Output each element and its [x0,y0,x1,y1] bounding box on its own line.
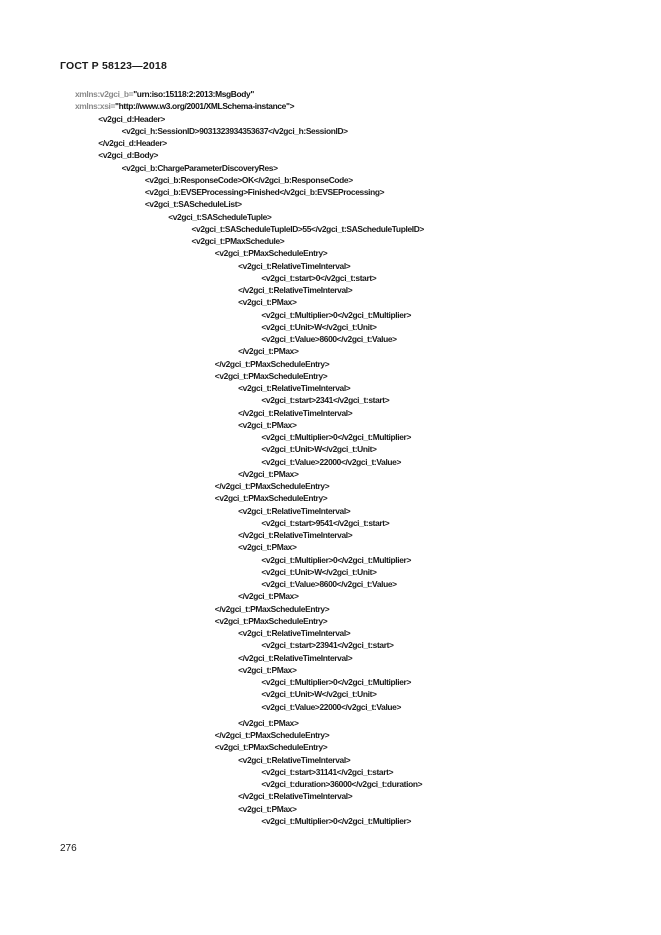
code-line: </v2gci_t:PMax> [238,468,299,479]
code-line: <v2gci_t:Multiplier>0</v2gci_t:Multiplier> [261,432,411,442]
namespace-line [75,101,294,112]
page-number: 276 [60,843,77,854]
code-line: <v2gci_t:SAScheduleTupleID>55</v2gci_t:SAScheduleTupleID> [191,223,424,234]
code-line: <v2gci_t:Unit>W</v2gci_t:Unit> [261,444,377,455]
code-line: <v2gci_t:RelativeTimeInterval> [238,628,351,638]
code-line: <v2gci_t:SAScheduleTuple> [168,211,272,222]
code-line: <v2gci_t:PMax> [238,664,297,675]
code-line: </v2gci_t:PMaxScheduleEntry> [214,730,330,740]
code-line: <v2gci_t:SAScheduleList> [144,199,242,210]
namespace-attr: xmlns:v2gci_b= [75,89,134,99]
code-line: <v2gci_t:Multiplier>0</v2gci_t:Multiplier> [261,677,411,687]
code-line: <v2gci_t:start>0</v2gci_t:start> [261,272,377,283]
code-line: <v2gci_t:PMaxSchedule> [191,236,285,246]
code-line: </v2gci_t:RelativeTimeInterval> [238,407,353,418]
code-line: <v2gci_t:Value>8600</v2gci_t:Value> [261,334,397,344]
code-line: <v2gci_b:ResponseCode>OK</v2gci_b:ResponseCode> [144,174,353,185]
code-line: <v2gci_b:ChargeParameterDiscoveryRes> [121,162,278,173]
code-line: <v2gci_t:Unit>W</v2gci_t:Unit> [261,321,377,332]
code-line: </v2gci_t:PMaxScheduleEntry> [214,358,330,369]
code-line: <v2gci_t:Multiplier>0</v2gci_t:Multiplier> [261,309,411,320]
code-line: <v2gci_t:Multiplier>0</v2gci_t:Multiplier> [261,554,411,565]
code-line: <v2gci_t:PMax> [238,297,297,308]
code-line: </v2gci_t:PMax> [238,591,299,602]
code-line: <v2gci_t:Value>8600</v2gci_t:Value> [261,579,397,589]
code-line: <v2gci_t:RelativeTimeInterval> [238,260,351,271]
namespace-attr: xmlns:xsi= [75,101,116,112]
document-header: ГОСТ Р 58123—2018 [60,60,168,72]
code-line: <v2gci_t:PMax> [238,419,297,430]
code-line: </v2gci_t:PMaxScheduleEntry> [214,603,330,614]
code-line: <v2gci_t:duration>36000</v2gci_t:duration> [261,779,423,789]
namespace-value: "http://www.w3.org/2001/XMLSchema-instance"> [115,101,295,112]
code-line: <v2gci_t:Value>22000</v2gci_t:Value> [261,701,402,712]
namespace-line [75,89,254,100]
code-line: <v2gci_t:start>9541</v2gci_t:start> [261,517,390,528]
code-line: <v2gci_t:start>23941</v2gci_t:start> [261,640,394,651]
code-line: <v2gci_t:RelativeTimeInterval> [238,754,351,765]
code-line: <v2gci_t:RelativeTimeInterval> [238,383,351,393]
namespace-value: "urn:iso:15118:2:2013:MsgBody" [133,89,254,99]
code-line: </v2gci_d:Header> [98,138,167,148]
code-line: <v2gci_t:PMaxScheduleEntry> [214,370,328,381]
code-line: <v2gci_d:Body> [98,150,159,161]
code-line: <v2gci_h:SessionID>9031323934353637</v2gci_h:SessionID> [121,125,348,136]
code-line: <v2gci_b:EVSEProcessing>Finished</v2gci_b:EVSEProcessing> [144,187,385,197]
code-line: </v2gci_t:RelativeTimeInterval> [238,530,353,540]
code-line: <v2gci_t:Value>22000</v2gci_t:Value> [261,456,402,467]
code-line: <v2gci_t:RelativeTimeInterval> [238,505,351,516]
code-line: <v2gci_t:PMaxScheduleEntry> [214,248,328,259]
code-line: <v2gci_t:Unit>W</v2gci_t:Unit> [261,566,377,577]
code-line: <v2gci_t:Multiplier>0</v2gci_t:Multiplier> [261,815,411,826]
code-line: </v2gci_t:RelativeTimeInterval> [238,285,353,295]
code-line: <v2gci_d:Header> [98,113,165,124]
code-line: </v2gci_t:RelativeTimeInterval> [238,652,353,663]
code-line: <v2gci_t:PMaxScheduleEntry> [214,493,328,504]
code-line: <v2gci_t:PMaxScheduleEntry> [214,615,328,626]
code-line: </v2gci_t:PMax> [238,346,299,357]
code-line: <v2gci_t:Unit>W</v2gci_t:Unit> [261,689,377,700]
code-line: </v2gci_t:PMaxScheduleEntry> [214,481,330,491]
code-line: </v2gci_t:PMax> [238,717,299,728]
code-line: <v2gci_t:start>31141</v2gci_t:start> [261,766,394,777]
code-line: </v2gci_t:RelativeTimeInterval> [238,791,353,802]
code-line: <v2gci_t:start>2341</v2gci_t:start> [261,395,390,406]
code-line: <v2gci_t:PMax> [238,803,297,814]
code-line: <v2gci_t:PMax> [238,542,297,553]
code-line: <v2gci_t:PMaxScheduleEntry> [214,742,328,753]
